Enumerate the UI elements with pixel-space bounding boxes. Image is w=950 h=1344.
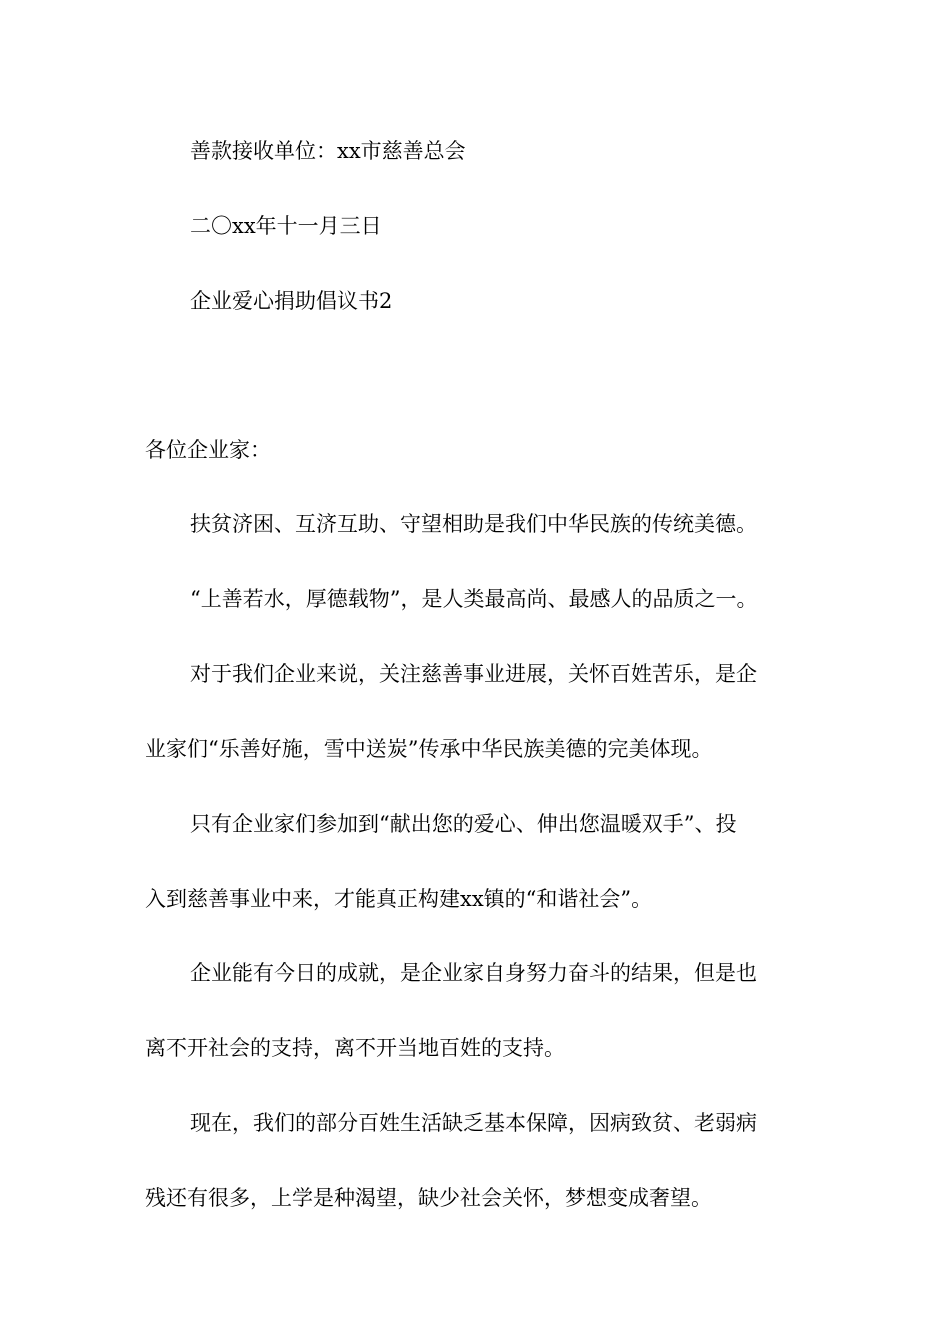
paragraph-line: 业家们“乐善好施，雪中送炭”传承中华民族美德的完美体现。 <box>145 737 713 761</box>
salutation: 各位企业家： <box>145 438 271 462</box>
paragraph-line: 入到慈善事业中来，才能真正构建xx镇的“和谐社会”。 <box>145 887 653 911</box>
document-title: 企业爱心捐助倡议书2 <box>190 289 393 313</box>
date-line: 二〇xx年十一月三日 <box>190 214 382 238</box>
paragraph-line: 扶贫济困、互济互助、守望相助是我们中华民族的传统美德。 <box>190 512 757 536</box>
paragraph-line: 对于我们企业来说，关注慈善事业进展，关怀百姓苦乐，是企 <box>190 662 757 686</box>
paragraph-line: 离不开社会的支持，离不开当地百姓的支持。 <box>145 1036 565 1060</box>
paragraph-line: 残还有很多，上学是种渴望，缺少社会关怀，梦想变成奢望。 <box>145 1186 712 1210</box>
paragraph-line: 只有企业家们参加到“献出您的爱心、伸出您温暖双手”、投 <box>190 812 737 836</box>
paragraph-line: “上善若水，厚德载物”，是人类最高尚、最感人的品质之一。 <box>190 587 758 611</box>
paragraph-line: 企业能有今日的成就，是企业家自身努力奋斗的结果，但是也 <box>190 961 757 985</box>
recipient-line: 善款接收单位：xx市慈善总会 <box>190 139 466 163</box>
paragraph-line: 现在，我们的部分百姓生活缺乏基本保障，因病致贫、老弱病 <box>190 1111 757 1135</box>
